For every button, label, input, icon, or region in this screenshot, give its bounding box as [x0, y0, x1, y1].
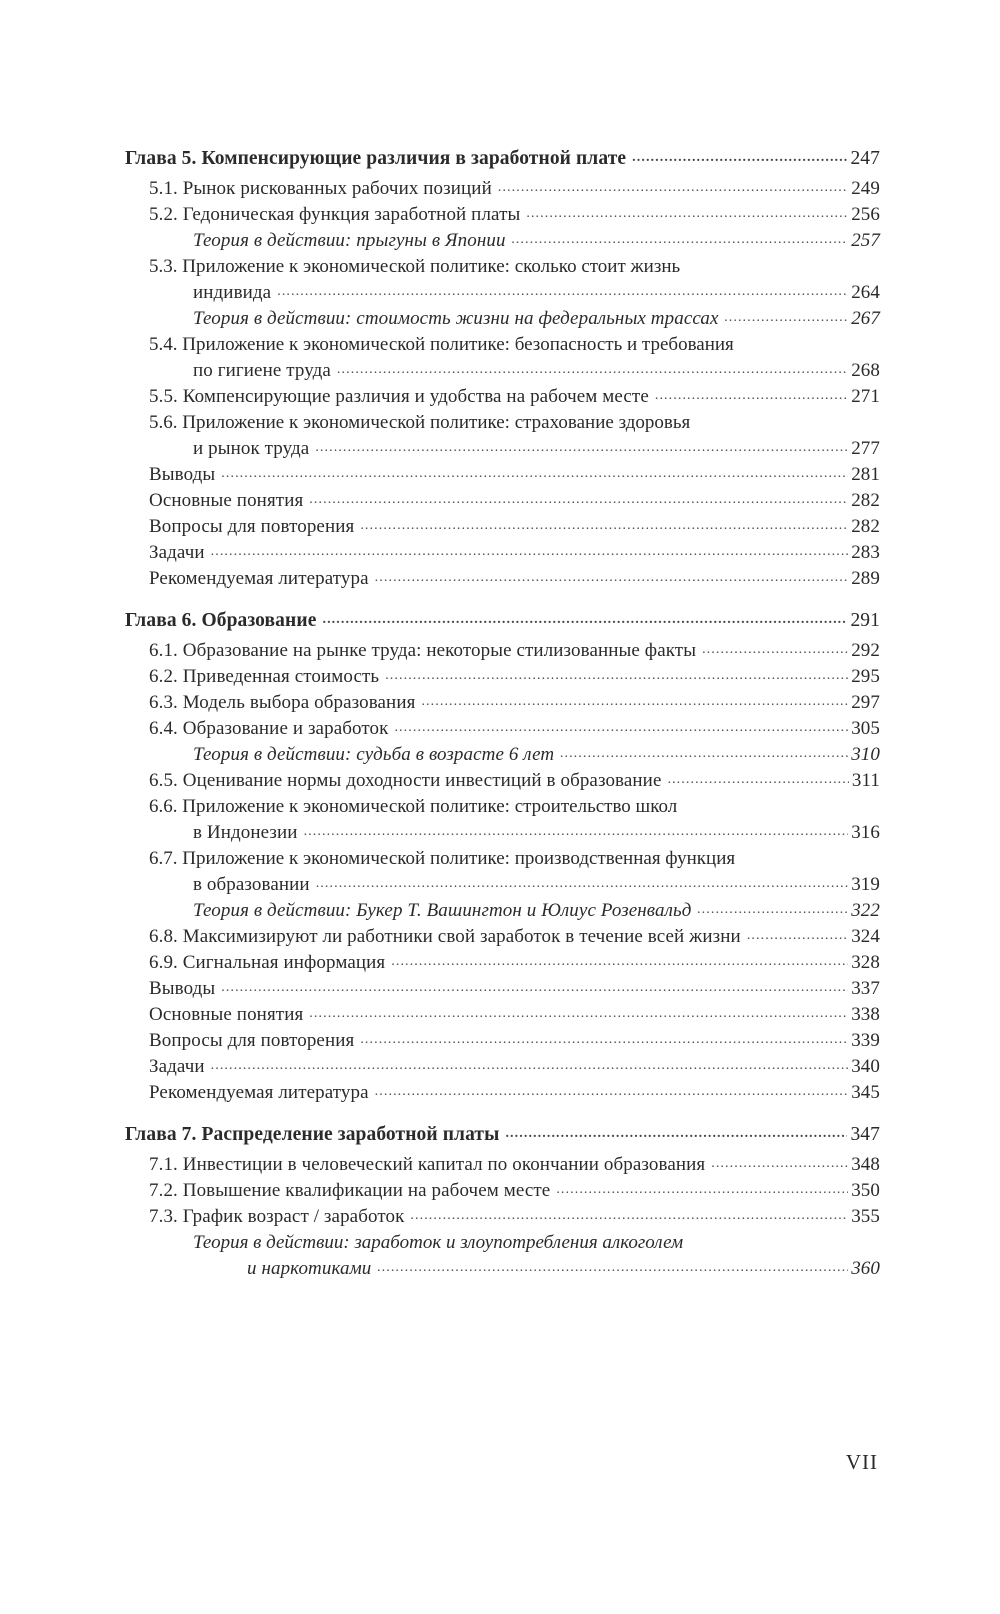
toc-page-number: 247 [850, 148, 880, 169]
toc-entry-title: 7.3. График возраст / заработок [149, 1206, 405, 1227]
dot-leader [221, 978, 848, 998]
toc-entry-title: Теория в действии: судьба в возрасте 6 лет [193, 744, 555, 765]
dot-leader [309, 1004, 848, 1024]
dot-leader [655, 386, 848, 406]
toc-section [125, 566, 880, 592]
toc-page-number: 281 [851, 464, 880, 485]
toc-entry-continuation [125, 280, 880, 306]
dot-leader [410, 1206, 848, 1226]
toc-page-number: 289 [851, 568, 880, 589]
dot-leader [315, 438, 848, 458]
dot-leader [385, 666, 848, 686]
toc-section [125, 976, 880, 1002]
dot-leader [221, 464, 848, 484]
dot-leader [702, 640, 848, 660]
toc-entry-title: 5.1. Рынок рискованных рабочих позиций [149, 178, 492, 199]
dot-leader [505, 1124, 847, 1144]
toc-page-number: 319 [851, 874, 880, 895]
toc-entry-title: 6.5. Оценивание нормы доходности инвестиций в образование [149, 770, 662, 791]
toc-page-number: 256 [851, 204, 880, 225]
dot-leader [211, 542, 849, 562]
toc-section [125, 1028, 880, 1054]
toc-page-number: 338 [851, 1004, 880, 1025]
toc-entry-title: Теория в действии: Букер Т. Вашингтон и Юлиус Розенвальд [193, 900, 692, 921]
toc-section [125, 1054, 880, 1080]
toc-entry-title: Рекомендуемая литература [149, 568, 369, 589]
toc-page-number: 264 [851, 282, 880, 303]
toc-section [125, 462, 880, 488]
dot-leader [667, 770, 848, 790]
toc-section [125, 384, 880, 410]
toc-page-number: 324 [851, 926, 880, 947]
toc-entry-title: Вопросы для повторения [149, 516, 355, 537]
toc-entry-title: Выводы [149, 464, 216, 485]
toc-page-number: 268 [851, 360, 880, 381]
dot-leader [375, 1082, 849, 1102]
toc-page-number: 345 [851, 1082, 880, 1103]
dot-leader [322, 610, 847, 630]
toc-entry-title: Глава 6. Образование [125, 610, 317, 631]
toc-box-entry [125, 742, 880, 768]
toc-section [125, 690, 880, 716]
toc-page-number: 282 [851, 490, 880, 511]
toc-section [125, 514, 880, 540]
dot-leader [498, 178, 848, 198]
toc-entry-title: и наркотиками [247, 1258, 372, 1279]
chapter-spacer [125, 1106, 880, 1122]
toc-box-entry [125, 228, 880, 254]
toc-page-number: 355 [851, 1206, 880, 1227]
toc-page-number: 292 [851, 640, 880, 661]
dot-leader [304, 822, 849, 842]
toc-section [125, 768, 880, 794]
toc-entry-title: 5.4. Приложение к экономической политике: безопасность и требования [149, 334, 734, 355]
toc-entry-title: в образовании [193, 874, 310, 895]
dot-leader [211, 1056, 849, 1076]
toc-entry-title: и рынок труда [193, 438, 310, 459]
toc-entry-title: по гигиене труда [193, 360, 331, 381]
toc-section [125, 1152, 880, 1178]
toc-page-number: 271 [851, 386, 880, 407]
toc-page-number: 310 [851, 744, 880, 765]
toc-section [125, 924, 880, 950]
toc-page-number: 305 [851, 718, 880, 739]
chapter-heading [125, 146, 880, 172]
toc-entry-continuation [125, 1256, 880, 1282]
toc-entry-title: Теория в действии: стоимость жизни на федеральных трассах [193, 308, 719, 329]
dot-leader [421, 692, 848, 712]
dot-leader [560, 744, 848, 764]
toc-entry-title: 6.2. Приведенная стоимость [149, 666, 380, 687]
toc-page-number: 257 [851, 230, 880, 251]
toc-section [125, 846, 880, 898]
toc-section [125, 664, 880, 690]
toc-entry-continuation [125, 358, 880, 384]
dot-leader [360, 1030, 848, 1050]
dot-leader [277, 282, 848, 302]
toc-entry-title: 5.5. Компенсирующие различия и удобства на рабочем месте [149, 386, 649, 407]
toc-entry-title: Задачи [149, 1056, 205, 1077]
toc-entry-title: Основные понятия [149, 1004, 304, 1025]
toc-entry-title: 6.6. Приложение к экономической политике: строительство школ [149, 796, 678, 817]
dot-leader [377, 1258, 848, 1278]
toc-page-number: 295 [851, 666, 880, 687]
dot-leader [375, 568, 849, 588]
toc-page-number: 297 [851, 692, 880, 713]
toc-entry-title: 6.8. Максимизируют ли работники свой заработок в течение всей жизни [149, 926, 741, 947]
dot-leader [337, 360, 848, 380]
toc-entry-title: Основные понятия [149, 490, 304, 511]
dot-leader [747, 926, 848, 946]
toc-section [125, 202, 880, 228]
toc-page-number: 282 [851, 516, 880, 537]
dot-leader [556, 1180, 848, 1200]
toc-page-number: 322 [851, 900, 880, 921]
toc-page-number: 249 [851, 178, 880, 199]
toc-entry-title: Теория в действии: заработок и злоупотребления алкоголем [193, 1232, 684, 1253]
toc-section [125, 1080, 880, 1106]
toc-page-number: 350 [851, 1180, 880, 1201]
chapter-spacer [125, 592, 880, 608]
toc-section [125, 254, 880, 306]
toc-section [125, 716, 880, 742]
chapter-heading [125, 1122, 880, 1148]
dot-leader [697, 900, 848, 920]
toc-box-entry [125, 898, 880, 924]
toc-page-number: 348 [851, 1154, 880, 1175]
dot-leader [725, 308, 849, 328]
toc-section [125, 332, 880, 384]
dot-leader [526, 204, 848, 224]
chapter-heading [125, 608, 880, 634]
dot-leader [391, 952, 848, 972]
toc-page-number: 283 [851, 542, 880, 563]
toc-entry-continuation [125, 872, 880, 898]
toc-page-number: 339 [851, 1030, 880, 1051]
toc-page-number: 328 [851, 952, 880, 973]
toc-entry-title: 6.4. Образование и заработок [149, 718, 389, 739]
toc-section [125, 1002, 880, 1028]
toc-entry-title: Рекомендуемая литература [149, 1082, 369, 1103]
toc-page-number: 340 [851, 1056, 880, 1077]
toc-entry-title: 5.2. Гедоническая функция заработной платы [149, 204, 521, 225]
toc-entry-title: Теория в действии: прыгуны в Японии [193, 230, 506, 251]
table-of-contents [125, 146, 880, 1282]
toc-entry-title: 7.2. Повышение квалификации на рабочем месте [149, 1180, 551, 1201]
dot-leader [632, 148, 847, 168]
toc-page-number: 347 [850, 1124, 880, 1145]
toc-section [125, 540, 880, 566]
dot-leader [360, 516, 848, 536]
toc-entry-title: Задачи [149, 542, 205, 563]
toc-entry-title: 5.3. Приложение к экономической политике: сколько стоит жизнь [149, 256, 681, 277]
toc-section [125, 1204, 880, 1230]
page-number: VII [845, 1450, 878, 1474]
toc-page-number: 360 [851, 1258, 880, 1279]
dot-leader [316, 874, 849, 894]
toc-section [125, 1178, 880, 1204]
toc-box-entry [125, 306, 880, 332]
toc-entry-title: 6.9. Сигнальная информация [149, 952, 386, 973]
toc-entry-title: в Индонезии [193, 822, 298, 843]
toc-section [125, 950, 880, 976]
toc-section [125, 488, 880, 514]
toc-entry-title: 6.3. Модель выбора образования [149, 692, 416, 713]
toc-entry-title: Вопросы для повторения [149, 1030, 355, 1051]
toc-entry-continuation [125, 436, 880, 462]
dot-leader [711, 1154, 848, 1174]
toc-entry-title: индивида [193, 282, 272, 303]
toc-entry-title: Глава 5. Компенсирующие различия в заработной плате [125, 148, 627, 169]
toc-page-number: 337 [851, 978, 880, 999]
toc-box-entry [125, 1230, 880, 1282]
dot-leader [512, 230, 849, 250]
toc-page-number: 311 [851, 770, 880, 791]
toc-page-number: 267 [851, 308, 880, 329]
toc-section [125, 176, 880, 202]
toc-entry-title: 6.1. Образование на рынке труда: некоторые стилизованные факты [149, 640, 697, 661]
dot-leader [309, 490, 848, 510]
toc-entry-title: 7.1. Инвестиции в человеческий капитал по окончании образования [149, 1154, 706, 1175]
toc-section [125, 794, 880, 846]
toc-page-number: 316 [851, 822, 880, 843]
toc-entry-continuation [125, 820, 880, 846]
dot-leader [394, 718, 848, 738]
toc-page-number: 291 [850, 610, 880, 631]
toc-section [125, 638, 880, 664]
toc-page-number: 277 [851, 438, 880, 459]
toc-entry-title: 6.7. Приложение к экономической политике: производственная функция [149, 848, 736, 869]
toc-entry-title: Выводы [149, 978, 216, 999]
toc-section [125, 410, 880, 462]
toc-entry-title: Глава 7. Распределение заработной платы [125, 1124, 500, 1145]
toc-entry-title: 5.6. Приложение к экономической политике: страхование здоровья [149, 412, 691, 433]
